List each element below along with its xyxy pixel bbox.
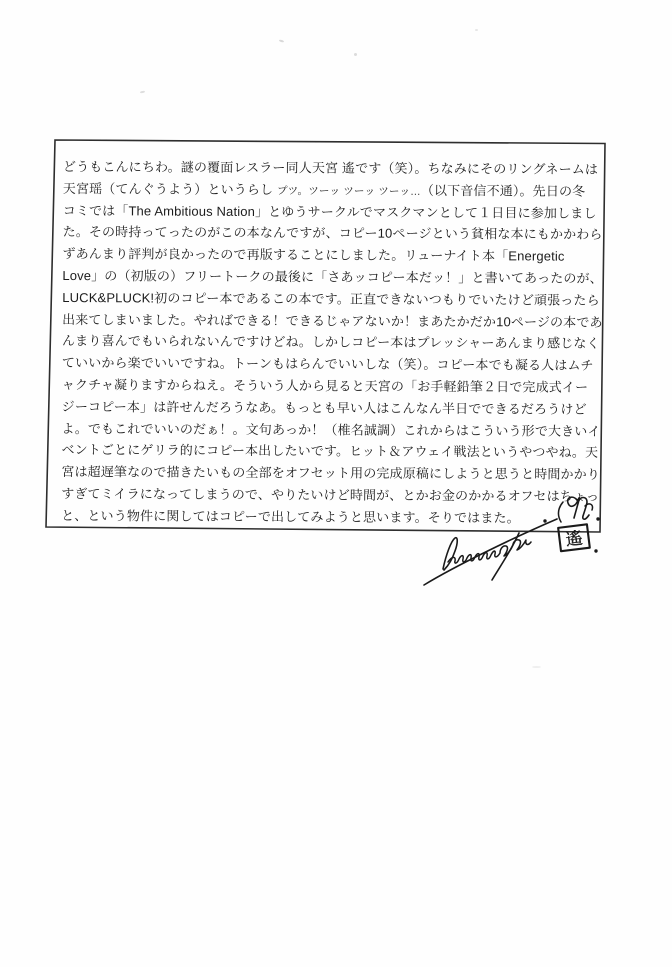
- text-line: [62, 418, 602, 443]
- text-line: [62, 309, 602, 334]
- text-segment: （以下音信不通）。先日の冬: [420, 182, 586, 199]
- name-stamp-kanji: 遙: [564, 528, 584, 551]
- text-segment: 宮は超遅筆なので描きたいもの全部をオフセット用の完成原稿にしようと思うと時間かかり: [61, 464, 601, 482]
- scan-speck: [279, 39, 284, 42]
- signature-period: [594, 549, 597, 552]
- text-segment: た。その時持ってったのがこの本なんですが、コピー10ページという貧相な本にもかかわら: [62, 224, 603, 243]
- text-segment-small: プツ。ツーッ ツーッ ツーッ…: [276, 184, 421, 198]
- text-segment: ジーコピー本」は許せんだろうなあ。もっとも早い人はこんなん半日でできるだろうけど: [61, 398, 587, 417]
- text-segment: ていいから楽でいいですね。トーンもはらんでいいしな（笑）。コピー本でも凝る人はムチ: [61, 355, 594, 373]
- text-segment: 天宮瑶（てんぐうよう）というらし: [62, 180, 278, 197]
- text-segment: と、という物件に関してはコピーで出してみようと思います。そりではまた。: [61, 507, 520, 526]
- text-line: [63, 178, 603, 203]
- scan-speck: [532, 666, 541, 668]
- text-line: [62, 330, 602, 355]
- text-segment: LUCK&PLUCK!初のコピー本であるこの本です。正直できないつもりでいたけど頑張ったら: [62, 289, 600, 308]
- signature-descender-stroke: [492, 533, 519, 580]
- text-line: [61, 439, 601, 464]
- signature-initial-a: [443, 538, 457, 570]
- afterword-text-block: [61, 156, 603, 529]
- text-line: [63, 200, 603, 225]
- scan-speck: [475, 29, 478, 31]
- text-segment: ベントごとにゲリラ的にコピー本出したいです。ヒット＆アウェイ戦法というやつやね。天: [61, 442, 599, 461]
- scan-speck: [354, 53, 357, 56]
- text-segment: ずあんまり評判が良かったので再版することにしました。リューナイト本「Energetic: [62, 246, 565, 264]
- text-line: [63, 221, 603, 246]
- text-line: [63, 156, 603, 181]
- text-line: [62, 352, 602, 377]
- text-segment: んまり喜んでもいられないんですけどね。しかしコピー本はプレッシャーあんまり感じなく: [61, 333, 600, 352]
- text-line: [61, 461, 601, 486]
- text-segment: コミでは「The Ambitious Nation」とゆうサークルでマスクマンとして１日目に参加しまし: [62, 202, 597, 221]
- text-line: [62, 374, 602, 399]
- text-segment: よ。でもこれでいいのだぁ！。文句あっか！（椎名誠調）これからはこういう形で大きいイ: [61, 420, 601, 439]
- text-line: [62, 287, 602, 312]
- text-line: [61, 483, 601, 508]
- text-segment: すぎてミイラになってしまうので、やりたいけど時間が、とかお金のかかるオフセはちょっ: [61, 485, 600, 504]
- signature-name-squiggle: [448, 540, 531, 563]
- text-segment: ャクチャ凝りますからねえ。そういう人から見ると天宮の「お手軽鉛筆２日で完成式イー: [61, 376, 589, 395]
- text-line: [62, 265, 602, 290]
- scan-speck: [140, 91, 145, 94]
- text-segment: 出来てしまいました。やればできる！できるじゃアないか！まあたかだか10ページの本であ: [62, 311, 603, 330]
- text-line: [61, 505, 601, 530]
- text-line: [62, 396, 602, 421]
- text-segment: どうもこんにちわ。謎の覆面レスラー同人天宮 遙です（笑）。ちなみにそのリングネームは: [62, 158, 599, 177]
- text-segment: Love」の（初版の）フリートークの最後に「さあッコピー本だッ！」と書いてあったのが、: [62, 267, 603, 286]
- text-line: [62, 243, 602, 268]
